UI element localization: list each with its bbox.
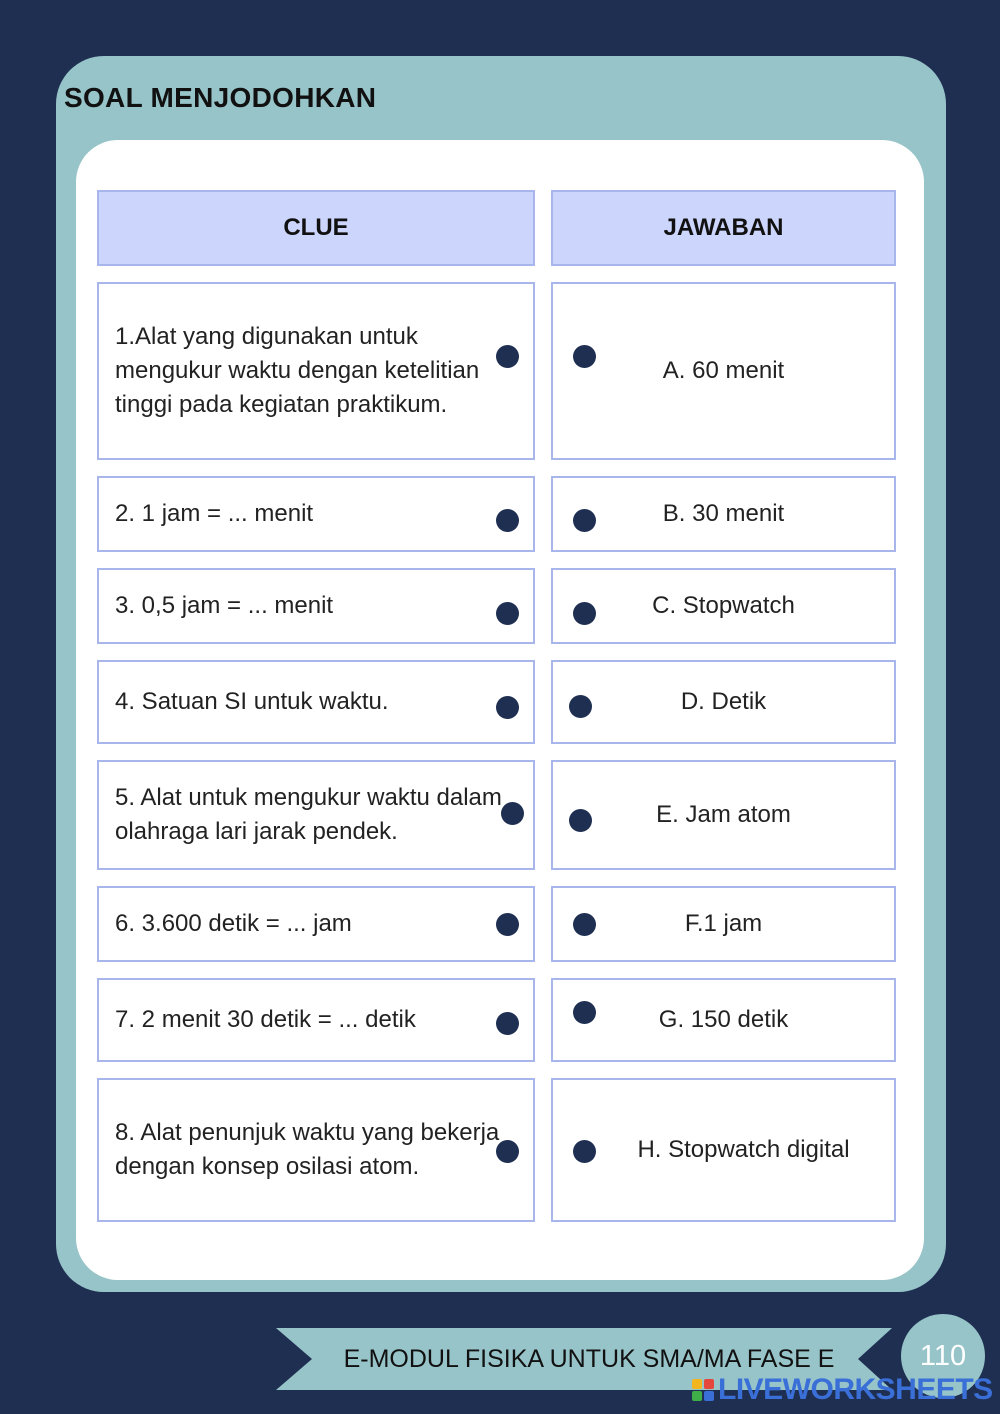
answer-dot-g[interactable] <box>573 1001 596 1024</box>
page-title: SOAL MENJODOHKAN <box>64 82 377 113</box>
answer-header: JAWABAN <box>551 190 896 266</box>
clue-text-1: 1.Alat yang digunakan untuk mengukur waktu dengan ketelitian tinggi pada kegiatan praktikum. <box>115 323 480 418</box>
footer-module-text: E-MODUL FISIKA UNTUK SMA/MA FASE E <box>343 1344 835 1373</box>
answer-box-h <box>551 1078 896 1222</box>
answer-dot-d[interactable] <box>569 695 592 718</box>
clue-text-2: 2. 1 jam = ... menit <box>115 500 314 527</box>
clue-dot-3[interactable] <box>496 602 519 625</box>
answer-dot-b[interactable] <box>573 509 596 532</box>
page-number: 110 <box>901 1314 985 1398</box>
watermark-text: LIVEWORKSHEETS <box>718 1373 993 1406</box>
clue-box-4 <box>97 660 535 744</box>
answer-box-a <box>551 282 896 460</box>
liveworksheets-logo-icon <box>692 1379 714 1401</box>
answer-text-c: C. Stopwatch <box>652 592 795 619</box>
clue-dot-1[interactable] <box>496 345 519 368</box>
answer-text-g: G. 150 detik <box>658 1006 789 1033</box>
clue-dot-7[interactable] <box>496 1012 519 1035</box>
answer-dot-e[interactable] <box>569 809 592 832</box>
clue-box-8 <box>97 1078 535 1222</box>
answer-box-b <box>551 476 896 552</box>
clue-text-8: 8. Alat penunjuk waktu yang bekerja dengan konsep osilasi atom. <box>115 1119 500 1180</box>
liveworksheets-watermark <box>692 1374 993 1406</box>
clue-box-3 <box>97 568 535 644</box>
answer-text-h: H. Stopwatch digital <box>637 1136 850 1163</box>
answer-text-f: F.1 jam <box>684 910 763 937</box>
clue-dot-2[interactable] <box>496 509 519 532</box>
clue-header: CLUE <box>97 190 535 266</box>
answer-box-c <box>551 568 896 644</box>
clue-text-3: 3. 0,5 jam = ... menit <box>115 592 334 619</box>
clue-box-2 <box>97 476 535 552</box>
clue-dot-6[interactable] <box>496 913 519 936</box>
clue-box-6 <box>97 886 535 962</box>
clue-text-7: 7. 2 menit 30 detik = ... detik <box>115 1006 416 1033</box>
clue-text-6: 6. 3.600 detik = ... jam <box>115 910 352 937</box>
answer-dot-a[interactable] <box>573 345 596 368</box>
clue-box-7 <box>97 978 535 1062</box>
clue-box-5 <box>97 760 535 870</box>
clue-dot-5[interactable] <box>501 802 524 825</box>
clue-box-1 <box>97 282 535 460</box>
answer-text-b: B. 30 menit <box>662 500 785 527</box>
clue-dot-4[interactable] <box>496 696 519 719</box>
clue-text-4: 4. Satuan SI untuk waktu. <box>115 688 389 715</box>
answer-text-a: A. 60 menit <box>662 357 785 384</box>
answer-dot-f[interactable] <box>573 913 596 936</box>
answer-box-f <box>551 886 896 962</box>
answer-text-d: D. Detik <box>680 688 767 715</box>
answer-dot-c[interactable] <box>573 602 596 625</box>
answer-text-e: E. Jam atom <box>656 801 791 828</box>
answer-box-d <box>551 660 896 744</box>
clue-text-5: 5. Alat untuk mengukur waktu dalam olahraga lari jarak pendek. <box>115 784 502 845</box>
clue-dot-8[interactable] <box>496 1140 519 1163</box>
answer-box-g <box>551 978 896 1062</box>
answer-box-e <box>551 760 896 870</box>
answer-dot-h[interactable] <box>573 1140 596 1163</box>
